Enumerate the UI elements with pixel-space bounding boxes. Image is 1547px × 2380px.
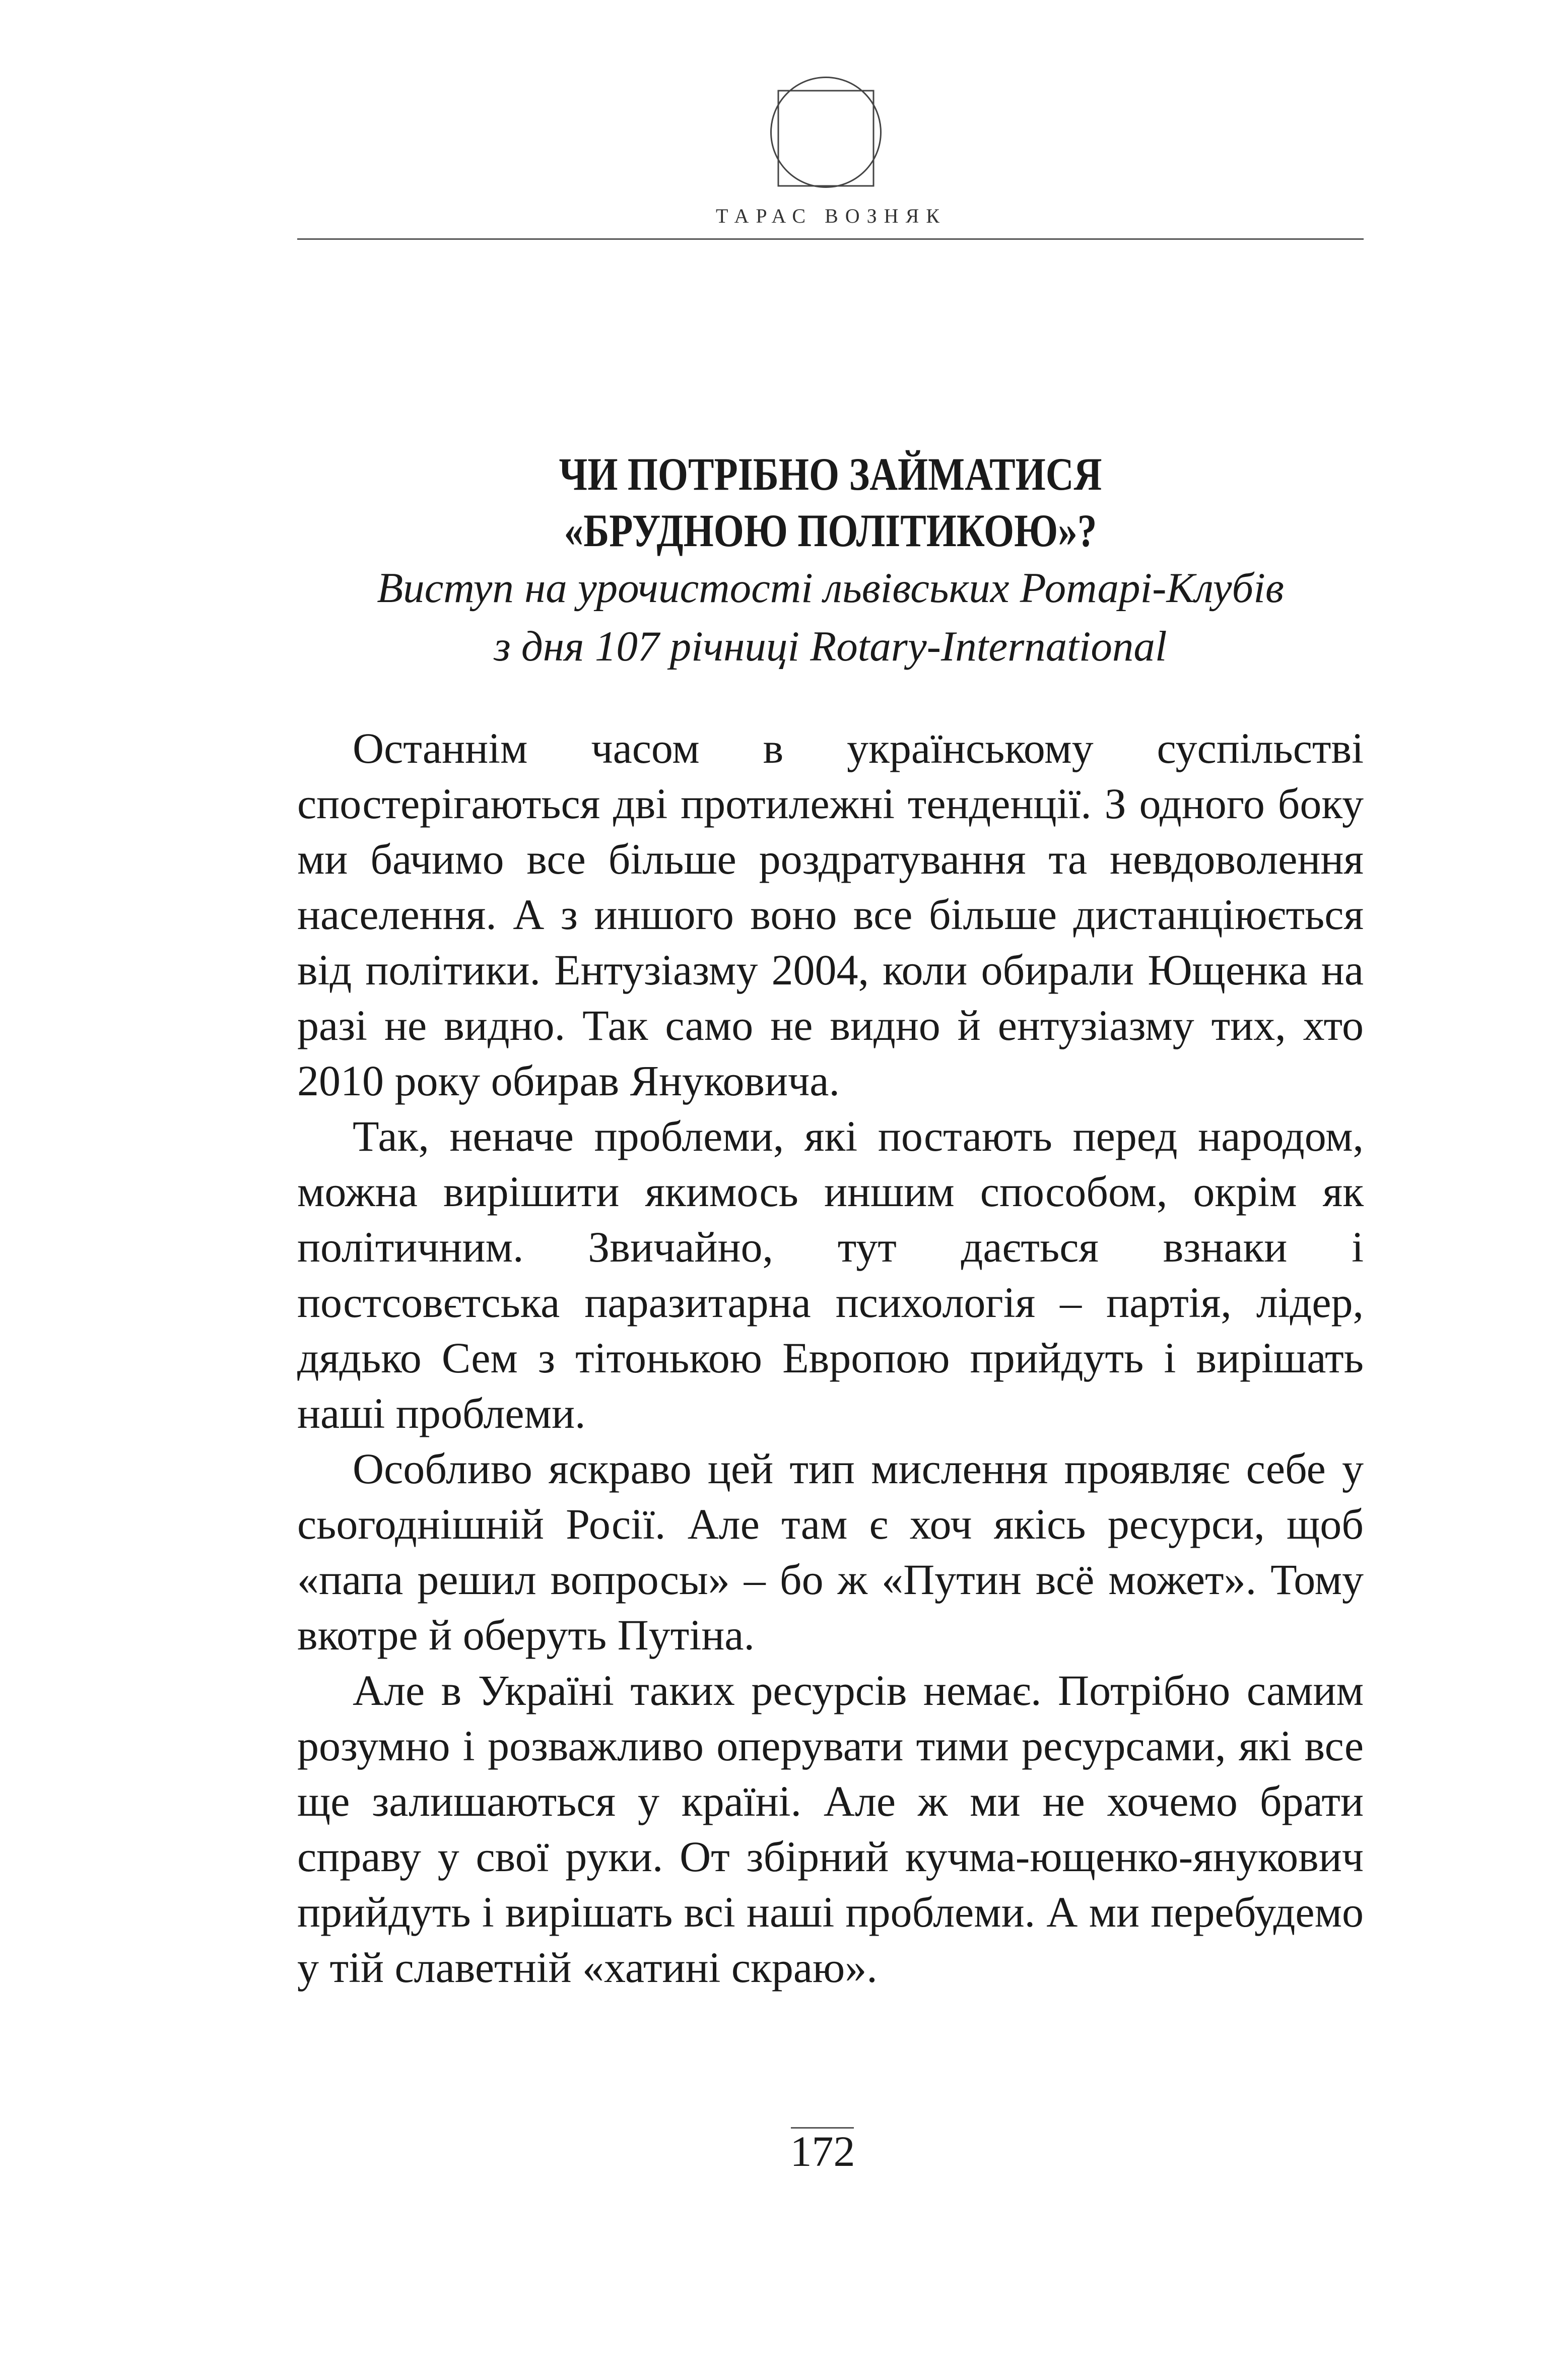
article-subtitle-line-1: Виступ на урочистості львівських Ротарі-Клубів	[377, 564, 1284, 612]
article-heading	[297, 446, 1364, 676]
body-paragraph-1: Останнім часом в українському суспільстві спостерігаються дві протилежні тенденції. З одного боку ми бачимо все більше роздратування та невдоволення населення. А з иншого воно все більше дистанціюється від політики. Ентузіазму 2004, коли обирали Ющенка на разі не видно. Так само не видно й ентузіазму тих, хто 2010 року обирав Януковича.	[297, 724, 1364, 1105]
circle-square-emblem-icon	[769, 76, 883, 189]
article-body	[297, 720, 1364, 1995]
header-rule	[297, 238, 1364, 240]
article-subtitle-line-2: з дня 107 річниці Rotary-International	[494, 623, 1167, 670]
body-paragraph-2: Так, неначе проблеми, які постають перед народом, можна вирішити якимось иншим способом, окрім як політичним. Звичайно, тут дається взнаки і постсовєтська паразитарна психологія – партія, лідер, дядько Сем з тітонькою Европою прийдуть і вирішать наші проблеми.	[297, 1112, 1364, 1437]
body-paragraph-4: Але в Україні таких ресурсів немає. Потрібно самим розумно і розважливо оперувати тими ресурсами, які все ще залишаються у країні. Але ж ми не хочемо брати справу у свої руки. От збірний кучма-ющенко-янукович прийдуть і вирішать всі наші проблеми. А ми перебудемо у тій славетній «хатині скраю».	[297, 1666, 1364, 1992]
page-number: 172	[790, 2127, 855, 2175]
article-title-line-1: ЧИ ПОТРІБНО ЗАЙМАТИСЯ	[559, 448, 1102, 500]
running-head-author: ТАРАС ВОЗНЯК	[716, 205, 947, 227]
body-paragraph-3: Особливо яскраво цей тип мислення проявляє себе у сьогоднішній Росії. Але там є хоч якісь ресурси, щоб «папа решил вопросы» – бо ж «Путин всё может». Тому вкотре й оберуть Путіна.	[297, 1444, 1364, 1659]
article-title-line-2: «БРУДНОЮ ПОЛІТИКОЮ»?	[564, 505, 1097, 556]
